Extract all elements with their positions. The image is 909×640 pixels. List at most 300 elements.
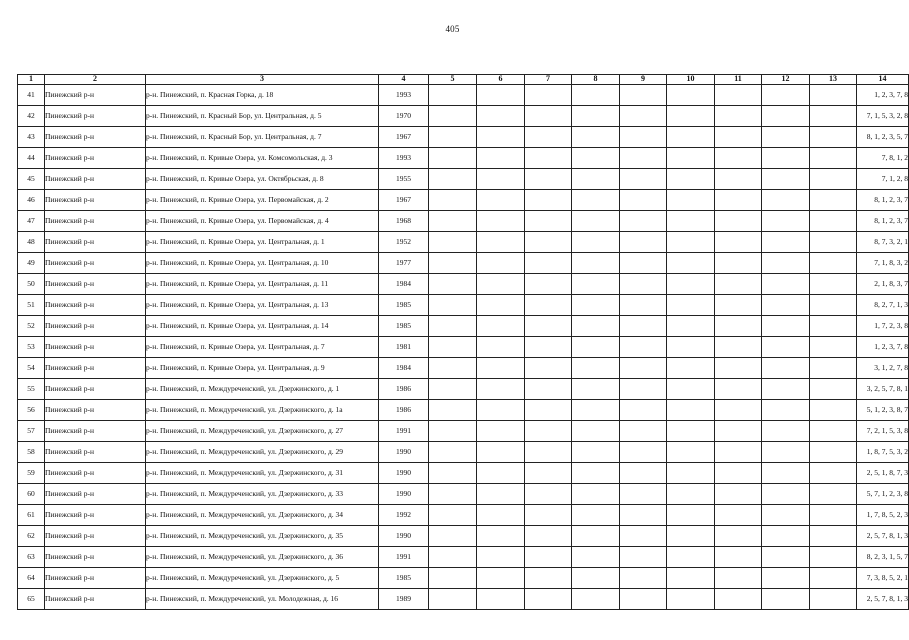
year-cell-text: 1990 (396, 446, 411, 456)
codes-cell-text: 2, 5, 1, 8, 7, 3 (866, 467, 908, 477)
year-cell-text: 1984 (396, 278, 411, 288)
empty-cell-col-9 (620, 274, 667, 295)
empty-cell-col-12 (762, 358, 810, 379)
empty-cell-col-8 (572, 379, 620, 400)
empty-cell-col-7 (525, 547, 572, 568)
table-row (18, 316, 909, 337)
year-cell (379, 421, 429, 442)
empty-cell-col-5 (429, 337, 477, 358)
empty-cell-col-9 (620, 358, 667, 379)
table-row (18, 568, 909, 589)
empty-cell-col-5 (429, 316, 477, 337)
row-number-cell-text: 59 (27, 467, 35, 477)
column-header-2: 2 (45, 75, 146, 85)
address-cell (146, 379, 379, 400)
table-row (18, 274, 909, 295)
table-row (18, 211, 909, 232)
address-cell-text: р-н. Пинежский, п. Междуреченский, ул. Дзержинского, д. 1 (146, 383, 340, 393)
district-cell (45, 316, 146, 337)
table-row (18, 463, 909, 484)
address-cell-text: р-н. Пинежский, п. Кривые Озера, ул. Первомайская, д. 2 (146, 194, 329, 204)
empty-cell-col-10 (667, 316, 715, 337)
codes-cell-text: 7, 1, 2, 8 (881, 173, 908, 183)
empty-cell-col-7 (525, 190, 572, 211)
year-cell (379, 190, 429, 211)
address-cell-text: р-н. Пинежский, п. Междуреченский, ул. Дзержинского, д. 31 (146, 467, 344, 477)
table-row (18, 358, 909, 379)
address-cell-text: р-н. Пинежский, п. Кривые Озера, ул. Центральная, д. 14 (146, 320, 329, 330)
empty-cell-col-11 (715, 106, 762, 127)
empty-cell-col-13 (810, 274, 857, 295)
row-number-cell-text: 52 (27, 320, 35, 330)
empty-cell-col-6 (477, 358, 525, 379)
table-row (18, 379, 909, 400)
district-cell (45, 274, 146, 295)
empty-cell-col-12 (762, 295, 810, 316)
column-header-5: 5 (429, 75, 477, 85)
table-row (18, 442, 909, 463)
district-cell-text: Пинежский р-н (45, 446, 94, 456)
codes-cell-text: 1, 7, 2, 3, 8 (874, 320, 908, 330)
empty-cell-col-9 (620, 337, 667, 358)
empty-cell-col-9 (620, 442, 667, 463)
empty-cell-col-12 (762, 568, 810, 589)
row-number-cell-text: 51 (27, 299, 35, 309)
row-number-cell (18, 127, 45, 148)
empty-cell-col-10 (667, 190, 715, 211)
table-row (18, 484, 909, 505)
empty-cell-col-11 (715, 190, 762, 211)
district-cell (45, 547, 146, 568)
empty-cell-col-10 (667, 253, 715, 274)
empty-cell-col-13 (810, 442, 857, 463)
empty-cell-col-13 (810, 400, 857, 421)
year-cell-text: 1986 (396, 404, 411, 414)
district-cell-text: Пинежский р-н (45, 383, 94, 393)
row-number-cell-text: 62 (27, 530, 35, 540)
empty-cell-col-10 (667, 379, 715, 400)
empty-cell-col-5 (429, 232, 477, 253)
codes-cell-text: 1, 2, 3, 7, 8 (874, 341, 908, 351)
empty-cell-col-12 (762, 442, 810, 463)
address-cell (146, 295, 379, 316)
empty-cell-col-13 (810, 190, 857, 211)
table-row (18, 337, 909, 358)
district-cell (45, 442, 146, 463)
district-cell-text: Пинежский р-н (45, 572, 94, 582)
empty-cell-col-8 (572, 274, 620, 295)
empty-cell-col-5 (429, 421, 477, 442)
empty-cell-col-10 (667, 337, 715, 358)
codes-cell (857, 400, 909, 421)
year-cell-text: 1955 (396, 173, 411, 183)
empty-cell-col-6 (477, 463, 525, 484)
empty-cell-col-10 (667, 85, 715, 106)
empty-cell-col-5 (429, 547, 477, 568)
empty-cell-col-7 (525, 400, 572, 421)
codes-cell (857, 85, 909, 106)
row-number-cell-text: 44 (27, 152, 35, 162)
district-cell-text: Пинежский р-н (45, 173, 94, 183)
empty-cell-col-12 (762, 463, 810, 484)
empty-cell-col-13 (810, 295, 857, 316)
empty-cell-col-13 (810, 232, 857, 253)
district-cell-text: Пинежский р-н (45, 530, 94, 540)
empty-cell-col-9 (620, 253, 667, 274)
empty-cell-col-13 (810, 148, 857, 169)
codes-cell-text: 7, 8, 1, 2 (881, 152, 908, 162)
table-row (18, 127, 909, 148)
empty-cell-col-11 (715, 568, 762, 589)
empty-cell-col-9 (620, 400, 667, 421)
codes-cell-text: 8, 7, 3, 2, 1 (874, 236, 908, 246)
empty-cell-col-5 (429, 85, 477, 106)
empty-cell-col-12 (762, 274, 810, 295)
district-cell-text: Пинежский р-н (45, 131, 94, 141)
address-cell (146, 358, 379, 379)
empty-cell-col-10 (667, 568, 715, 589)
address-cell (146, 421, 379, 442)
row-number-cell (18, 169, 45, 190)
year-cell (379, 589, 429, 610)
year-cell (379, 85, 429, 106)
year-cell (379, 148, 429, 169)
codes-cell (857, 127, 909, 148)
table-row (18, 589, 909, 610)
codes-cell (857, 358, 909, 379)
year-cell (379, 274, 429, 295)
empty-cell-col-6 (477, 526, 525, 547)
empty-cell-col-9 (620, 463, 667, 484)
row-number-cell (18, 85, 45, 106)
empty-cell-col-12 (762, 106, 810, 127)
empty-cell-col-8 (572, 316, 620, 337)
codes-cell-text: 7, 1, 8, 3, 2 (874, 257, 908, 267)
year-cell-text: 1990 (396, 467, 411, 477)
empty-cell-col-8 (572, 547, 620, 568)
empty-cell-col-13 (810, 463, 857, 484)
table-row (18, 253, 909, 274)
empty-cell-col-11 (715, 127, 762, 148)
row-number-cell (18, 442, 45, 463)
codes-cell (857, 253, 909, 274)
empty-cell-col-10 (667, 358, 715, 379)
year-cell-text: 1981 (396, 341, 411, 351)
row-number-cell (18, 589, 45, 610)
empty-cell-col-13 (810, 127, 857, 148)
address-cell-text: р-н. Пинежский, п. Кривые Озера, ул. Центральная, д. 11 (146, 278, 329, 288)
row-number-cell (18, 316, 45, 337)
empty-cell-col-10 (667, 274, 715, 295)
address-cell-text: р-н. Пинежский, п. Кривые Озера, ул. Центральная, д. 1 (146, 236, 325, 246)
address-cell (146, 106, 379, 127)
empty-cell-col-13 (810, 421, 857, 442)
address-cell (146, 316, 379, 337)
empty-cell-col-11 (715, 547, 762, 568)
row-number-cell-text: 41 (27, 89, 35, 99)
empty-cell-col-6 (477, 106, 525, 127)
row-number-cell-text: 42 (27, 110, 35, 120)
row-number-cell (18, 190, 45, 211)
address-cell (146, 463, 379, 484)
table-row (18, 148, 909, 169)
empty-cell-col-8 (572, 589, 620, 610)
empty-cell-col-8 (572, 337, 620, 358)
codes-cell-text: 3, 1, 2, 7, 8 (874, 362, 908, 372)
empty-cell-col-5 (429, 274, 477, 295)
column-header-4: 4 (379, 75, 429, 85)
empty-cell-col-5 (429, 442, 477, 463)
empty-cell-col-10 (667, 169, 715, 190)
empty-cell-col-13 (810, 316, 857, 337)
empty-cell-col-8 (572, 106, 620, 127)
table-row (18, 295, 909, 316)
empty-cell-col-7 (525, 358, 572, 379)
empty-cell-col-7 (525, 148, 572, 169)
empty-cell-col-8 (572, 127, 620, 148)
empty-cell-col-13 (810, 526, 857, 547)
empty-cell-col-12 (762, 316, 810, 337)
row-number-cell-text: 63 (27, 551, 35, 561)
empty-cell-col-6 (477, 295, 525, 316)
empty-cell-col-7 (525, 568, 572, 589)
codes-cell-text: 5, 1, 2, 3, 8, 7 (866, 404, 908, 414)
address-cell-text: р-н. Пинежский, п. Красный Бор, ул. Центральная, д. 5 (146, 110, 322, 120)
address-cell-text: р-н. Пинежский, п. Междуреченский, ул. Дзержинского, д. 27 (146, 425, 344, 435)
column-header-10: 10 (667, 75, 715, 85)
row-number-cell-text: 49 (27, 257, 35, 267)
row-number-cell (18, 211, 45, 232)
address-cell-text: р-н. Пинежский, п. Красная Горка, д. 18 (146, 89, 274, 99)
year-cell (379, 358, 429, 379)
codes-cell-text: 8, 2, 3, 1, 5, 7 (866, 551, 908, 561)
empty-cell-col-5 (429, 169, 477, 190)
empty-cell-col-5 (429, 400, 477, 421)
column-header-6: 6 (477, 75, 525, 85)
empty-cell-col-10 (667, 526, 715, 547)
empty-cell-col-13 (810, 253, 857, 274)
empty-cell-col-11 (715, 484, 762, 505)
empty-cell-col-12 (762, 589, 810, 610)
column-header-8: 8 (572, 75, 620, 85)
codes-cell-text: 7, 1, 5, 3, 2, 8 (866, 110, 908, 120)
address-cell-text: р-н. Пинежский, п. Междуреченский, ул. Дзержинского, д. 34 (146, 509, 344, 519)
table-row (18, 526, 909, 547)
year-cell-text: 1986 (396, 383, 411, 393)
empty-cell-col-12 (762, 232, 810, 253)
empty-cell-col-5 (429, 211, 477, 232)
empty-cell-col-11 (715, 169, 762, 190)
empty-cell-col-6 (477, 190, 525, 211)
year-cell (379, 505, 429, 526)
empty-cell-col-5 (429, 484, 477, 505)
empty-cell-col-8 (572, 484, 620, 505)
empty-cell-col-11 (715, 316, 762, 337)
address-cell (146, 505, 379, 526)
district-cell (45, 169, 146, 190)
codes-cell (857, 568, 909, 589)
district-cell-text: Пинежский р-н (45, 341, 94, 351)
empty-cell-col-6 (477, 589, 525, 610)
year-cell-text: 1967 (396, 131, 411, 141)
district-cell-text: Пинежский р-н (45, 236, 94, 246)
year-cell-text: 1985 (396, 299, 411, 309)
district-cell-text: Пинежский р-н (45, 362, 94, 372)
codes-cell (857, 106, 909, 127)
empty-cell-col-7 (525, 379, 572, 400)
empty-cell-col-7 (525, 253, 572, 274)
address-cell (146, 568, 379, 589)
empty-cell-col-6 (477, 421, 525, 442)
district-cell-text: Пинежский р-н (45, 152, 94, 162)
empty-cell-col-12 (762, 253, 810, 274)
empty-cell-col-5 (429, 295, 477, 316)
empty-cell-col-6 (477, 232, 525, 253)
codes-cell-text: 7, 2, 1, 5, 3, 8 (866, 425, 908, 435)
empty-cell-col-8 (572, 505, 620, 526)
codes-cell (857, 316, 909, 337)
codes-cell-text: 2, 5, 7, 8, 1, 3 (866, 593, 908, 603)
address-cell (146, 442, 379, 463)
empty-cell-col-10 (667, 421, 715, 442)
year-cell (379, 253, 429, 274)
empty-cell-col-10 (667, 484, 715, 505)
empty-cell-col-6 (477, 337, 525, 358)
address-cell-text: р-н. Пинежский, п. Междуреченский, ул. Дзержинского, д. 33 (146, 488, 344, 498)
codes-cell (857, 463, 909, 484)
empty-cell-col-10 (667, 106, 715, 127)
codes-cell (857, 379, 909, 400)
column-header-14: 14 (857, 75, 909, 85)
empty-cell-col-10 (667, 127, 715, 148)
empty-cell-col-12 (762, 526, 810, 547)
row-number-cell (18, 568, 45, 589)
year-cell (379, 526, 429, 547)
empty-cell-col-9 (620, 211, 667, 232)
row-number-cell-text: 60 (27, 488, 35, 498)
empty-cell-col-12 (762, 85, 810, 106)
row-number-cell-text: 64 (27, 572, 35, 582)
row-number-cell (18, 295, 45, 316)
district-cell (45, 505, 146, 526)
address-cell (146, 526, 379, 547)
year-cell (379, 232, 429, 253)
empty-cell-col-11 (715, 274, 762, 295)
empty-cell-col-5 (429, 127, 477, 148)
table-row (18, 400, 909, 421)
address-cell (146, 253, 379, 274)
year-cell-text: 1970 (396, 110, 411, 120)
codes-cell-text: 2, 1, 8, 3, 7 (874, 278, 908, 288)
year-cell (379, 337, 429, 358)
empty-cell-col-5 (429, 190, 477, 211)
empty-cell-col-9 (620, 148, 667, 169)
table-row (18, 232, 909, 253)
empty-cell-col-7 (525, 127, 572, 148)
empty-cell-col-12 (762, 400, 810, 421)
row-number-cell-text: 56 (27, 404, 35, 414)
district-cell (45, 106, 146, 127)
row-number-cell (18, 232, 45, 253)
empty-cell-col-7 (525, 106, 572, 127)
empty-cell-col-6 (477, 274, 525, 295)
empty-cell-col-11 (715, 589, 762, 610)
empty-cell-col-11 (715, 232, 762, 253)
district-cell (45, 190, 146, 211)
codes-cell-text: 1, 7, 8, 5, 2, 3 (866, 509, 908, 519)
header-row (18, 75, 909, 85)
address-cell (146, 400, 379, 421)
empty-cell-col-12 (762, 547, 810, 568)
year-cell (379, 106, 429, 127)
empty-cell-col-11 (715, 400, 762, 421)
year-cell-text: 1985 (396, 572, 411, 582)
empty-cell-col-5 (429, 589, 477, 610)
district-cell-text: Пинежский р-н (45, 278, 94, 288)
district-cell-text: Пинежский р-н (45, 89, 94, 99)
empty-cell-col-8 (572, 148, 620, 169)
year-cell-text: 1990 (396, 530, 411, 540)
empty-cell-col-7 (525, 85, 572, 106)
district-cell (45, 211, 146, 232)
district-cell (45, 421, 146, 442)
address-cell (146, 484, 379, 505)
empty-cell-col-6 (477, 85, 525, 106)
empty-cell-col-7 (525, 505, 572, 526)
row-number-cell (18, 274, 45, 295)
empty-cell-col-11 (715, 505, 762, 526)
column-header-1: 1 (18, 75, 45, 85)
empty-cell-col-12 (762, 337, 810, 358)
empty-cell-col-13 (810, 568, 857, 589)
table-row (18, 547, 909, 568)
empty-cell-col-6 (477, 547, 525, 568)
address-cell (146, 190, 379, 211)
empty-cell-col-11 (715, 526, 762, 547)
year-cell (379, 379, 429, 400)
empty-cell-col-7 (525, 274, 572, 295)
empty-cell-col-6 (477, 148, 525, 169)
row-number-cell (18, 421, 45, 442)
empty-cell-col-8 (572, 85, 620, 106)
row-number-cell-text: 45 (27, 173, 35, 183)
row-number-cell (18, 547, 45, 568)
address-cell (146, 337, 379, 358)
empty-cell-col-7 (525, 337, 572, 358)
district-cell (45, 295, 146, 316)
year-cell (379, 400, 429, 421)
empty-cell-col-7 (525, 211, 572, 232)
empty-cell-col-5 (429, 106, 477, 127)
empty-cell-col-9 (620, 106, 667, 127)
district-cell (45, 484, 146, 505)
empty-cell-col-5 (429, 379, 477, 400)
address-cell-text: р-н. Пинежский, п. Кривые Озера, ул. Центральная, д. 13 (146, 299, 329, 309)
codes-cell-text: 5, 7, 1, 2, 3, 8 (866, 488, 908, 498)
empty-cell-col-13 (810, 169, 857, 190)
row-number-cell (18, 358, 45, 379)
column-header-11: 11 (715, 75, 762, 85)
address-cell-text: р-н. Пинежский, п. Кривые Озера, ул. Октябрьская, д. 8 (146, 173, 324, 183)
year-cell-text: 1992 (396, 509, 411, 519)
empty-cell-col-7 (525, 484, 572, 505)
empty-cell-col-13 (810, 211, 857, 232)
empty-cell-col-12 (762, 421, 810, 442)
row-number-cell-text: 58 (27, 446, 35, 456)
empty-cell-col-12 (762, 127, 810, 148)
codes-cell (857, 442, 909, 463)
row-number-cell-text: 53 (27, 341, 35, 351)
